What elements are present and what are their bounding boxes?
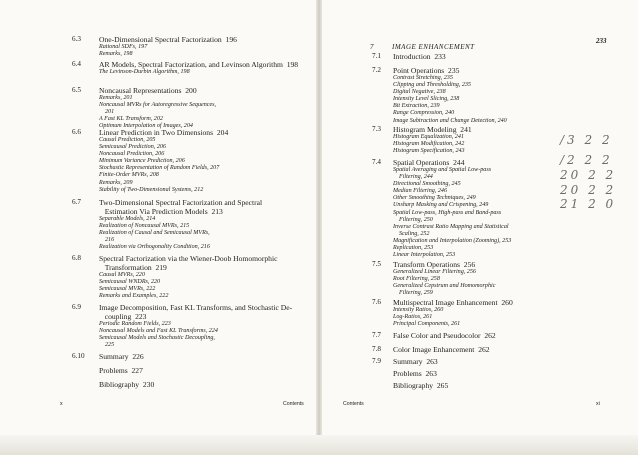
chapter-number: 7 <box>370 43 374 51</box>
subsection-entry: Inverse Contrast Ratio Mapping and Statistical <box>393 223 509 230</box>
subsection-entry: Replication, 253 <box>393 245 434 252</box>
subsection-entry: Realization via Orthogonality Condition, 216 <box>99 244 210 251</box>
subsection-entry: Contrast Stretching, 235 <box>393 75 453 81</box>
subsection-entry: Magnification and Interpolation (Zooming), 253 <box>393 237 512 244</box>
subsection-entry: Spatial Low-pass, High-pass and Band-pass <box>393 209 502 216</box>
subsection-entry: Remarks, 201 <box>99 95 133 101</box>
subsection-entry: 201 <box>105 109 115 116</box>
section-title: Linear Prediction in Two Dimensions 204 <box>99 128 229 137</box>
section-title: Introduction 233 <box>393 52 446 61</box>
section-title: Histogram Modeling 241 <box>393 125 472 134</box>
section-title: Two-Dimensional Spectral Factorization and Spectral Estimation Via Prediction Models 213 <box>99 198 263 216</box>
section-number: 6.6 <box>72 128 81 136</box>
section-number: 6.5 <box>72 86 81 94</box>
section-number: 7.6 <box>372 298 381 306</box>
subsection-entry: Image Subtraction and Change Detection, 240 <box>393 117 507 124</box>
subsection-entry: Scaling, 252 <box>399 230 430 237</box>
subsection-entry: Minimum Variance Prediction, 206 <box>99 158 185 165</box>
subsection-entry: Rational SDFs, 197 <box>99 44 148 50</box>
section-title: Noncausal Representations 200 <box>99 86 197 95</box>
subsection-entry: Intensity Level Slicing, 238 <box>393 96 460 103</box>
handwritten-margin-note: 21 2 0 <box>560 197 617 211</box>
subsection-entry: Periodic Random Fields, 223 <box>99 321 171 327</box>
subsection-entry: Unsharp Masking and Crispening, 249 <box>393 202 489 209</box>
subsection-entry: 225 <box>105 342 115 349</box>
subsection-entry: Filtering, 250 <box>399 216 433 223</box>
subsection-entry: The Levinson-Durbin Algorithm, 198 <box>99 69 190 75</box>
subsection-entry: Histogram Modification, 242 <box>393 141 465 148</box>
section-title: Summary 226 <box>99 352 144 361</box>
section-title: One-Dimensional Spectral Factorization 196 <box>99 35 237 44</box>
subsection-entry: Causal Prediction, 205 <box>99 137 156 143</box>
section-number: 7.2 <box>372 66 381 74</box>
subsection-entry: Semicausal MVRs, 222 <box>99 286 156 293</box>
subsection-entry: Clipping and Thresholding, 235 <box>393 82 471 89</box>
subsection-entry: Realization of Causal and Semicausal MVRs, <box>99 230 210 237</box>
section-number: 7.9 <box>372 357 381 365</box>
handwritten-margin-note: 20 2 2 <box>560 168 617 182</box>
section-number: 6.7 <box>72 198 81 206</box>
section-title: Image Decomposition, Fast KL Transforms, and Stochastic De- coupling 223 <box>99 303 293 321</box>
section-title: Point Operations 235 <box>393 66 460 75</box>
subsection-entry: Generalized Linear Filtering, 256 <box>393 269 476 275</box>
subsection-entry: Bit Extraction, 239 <box>393 103 440 110</box>
page-bottom-edge <box>0 435 638 455</box>
section-title: Transform Operations 256 <box>393 260 476 269</box>
handwritten-margin-note: /3 2 2 <box>560 133 613 147</box>
right-footer-page-number: xi <box>596 401 600 407</box>
subsection-entry: Causal MVRs, 220 <box>99 272 145 278</box>
handwritten-margin-note: 20 2 2 <box>560 183 617 197</box>
subsection-entry: Filtering, 244 <box>399 174 433 181</box>
subsection-entry: Optimum Interpolation of Images, 204 <box>99 123 193 130</box>
section-number: 7.5 <box>372 260 381 268</box>
subsection-entry: Principal Components, 261 <box>393 321 461 328</box>
section-title: Color Image Enhancement 262 <box>393 345 490 354</box>
subsection-entry: Generalized Cepstrum and Homomorphic <box>393 283 496 290</box>
subsection-entry: Filtering, 259 <box>399 290 433 297</box>
chapter-title: IMAGE ENHANCEMENT <box>392 43 475 51</box>
subsection-entry: Linear Interpolation, 253 <box>393 252 456 259</box>
subsection-entry: Remarks, 198 <box>99 51 133 58</box>
subsection-entry: Noncausal MVRs for Autoregressive Sequences, <box>99 102 217 109</box>
subsection-entry: Log-Ratios, 261 <box>393 314 433 321</box>
subsection-entry: Other Smoothing Techniques, 249 <box>393 195 476 202</box>
subsection-entry: Histogram Specification, 243 <box>393 148 465 155</box>
subsection-entry: Digital Negative, 238 <box>393 89 446 96</box>
subsection-entry: Stability of Two-Dimensional Systems, 212 <box>99 186 204 193</box>
subsection-entry: Directional Smoothing, 245 <box>393 181 461 188</box>
subsection-entry: Semicausal WNDRs, 220 <box>99 279 161 286</box>
section-title: Summary 263 <box>393 357 438 366</box>
subsection-entry: A Fast KL Transform, 202 <box>99 116 163 123</box>
left-footer-running-head: Contents <box>283 401 304 407</box>
section-number: 6.8 <box>72 254 81 262</box>
section-number: 6.9 <box>72 303 81 311</box>
section-title: Problems 227 <box>99 366 143 375</box>
subsection-entry: Finite-Order MVRs, 208 <box>99 172 159 179</box>
subsection-entry: Root Filtering, 258 <box>393 276 440 283</box>
subsection-entry: Remarks and Examples, 222 <box>99 293 169 300</box>
section-title: Spatial Operations 244 <box>393 158 465 167</box>
subsection-entry: Semicausal Prediction, 206 <box>99 144 166 151</box>
section-title: AR Models, Spectral Factorization, and Levinson Algorithm 198 <box>99 60 299 69</box>
subsection-entry: 216 <box>105 237 115 244</box>
section-title: Bibliography 265 <box>393 381 449 390</box>
section-number: 7.4 <box>372 158 381 166</box>
section-title: Bibliography 230 <box>99 380 155 389</box>
subsection-entry: Separable Models, 214 <box>99 216 156 222</box>
subsection-entry: Remarks, 209 <box>99 179 133 186</box>
section-number: 7.1 <box>372 52 381 60</box>
section-number: 6.4 <box>72 60 81 68</box>
subsection-entry: Realization of Noncausal MVRs, 215 <box>99 223 190 230</box>
section-title: Problems 263 <box>393 369 437 378</box>
page-number: 233 <box>596 37 607 45</box>
subsection-entry: Median Filtering, 246 <box>393 188 447 195</box>
handwritten-margin-note: /2 2 2 <box>560 153 613 167</box>
section-number: 7.3 <box>372 125 381 133</box>
subsection-entry: Noncausal Models and Fast KL Transforms, 224 <box>99 328 218 335</box>
subsection-entry: Intensity Ratios, 260 <box>393 307 444 313</box>
right-footer-running-head: Contents <box>343 401 364 407</box>
section-number: 7.7 <box>372 331 381 339</box>
subsection-entry: Range Compression, 240 <box>393 110 455 117</box>
subsection-entry: Spatial Averaging and Spatial Low-pass <box>393 167 492 173</box>
left-footer-page-number: x <box>60 401 63 407</box>
section-number: 6.3 <box>72 35 81 43</box>
section-title: Multispectral Image Enhancement 260 <box>393 298 513 307</box>
subsection-entry: Noncausal Prediction, 206 <box>99 151 165 158</box>
subsection-entry: Semicausal Models and Stochastic Decoupling, <box>99 335 215 342</box>
subsection-entry: Histogram Equalization, 241 <box>393 134 464 140</box>
subsection-entry: Stochastic Representation of Random Fields, 207 <box>99 165 220 172</box>
section-title: Spectral Factorization via the Wiener-Doob Homomorphic Transformation 219 <box>99 254 278 272</box>
section-number: 6.10 <box>72 352 85 360</box>
section-number: 7.8 <box>372 345 381 353</box>
section-title: False Color and Pseudocolor 262 <box>393 331 496 340</box>
